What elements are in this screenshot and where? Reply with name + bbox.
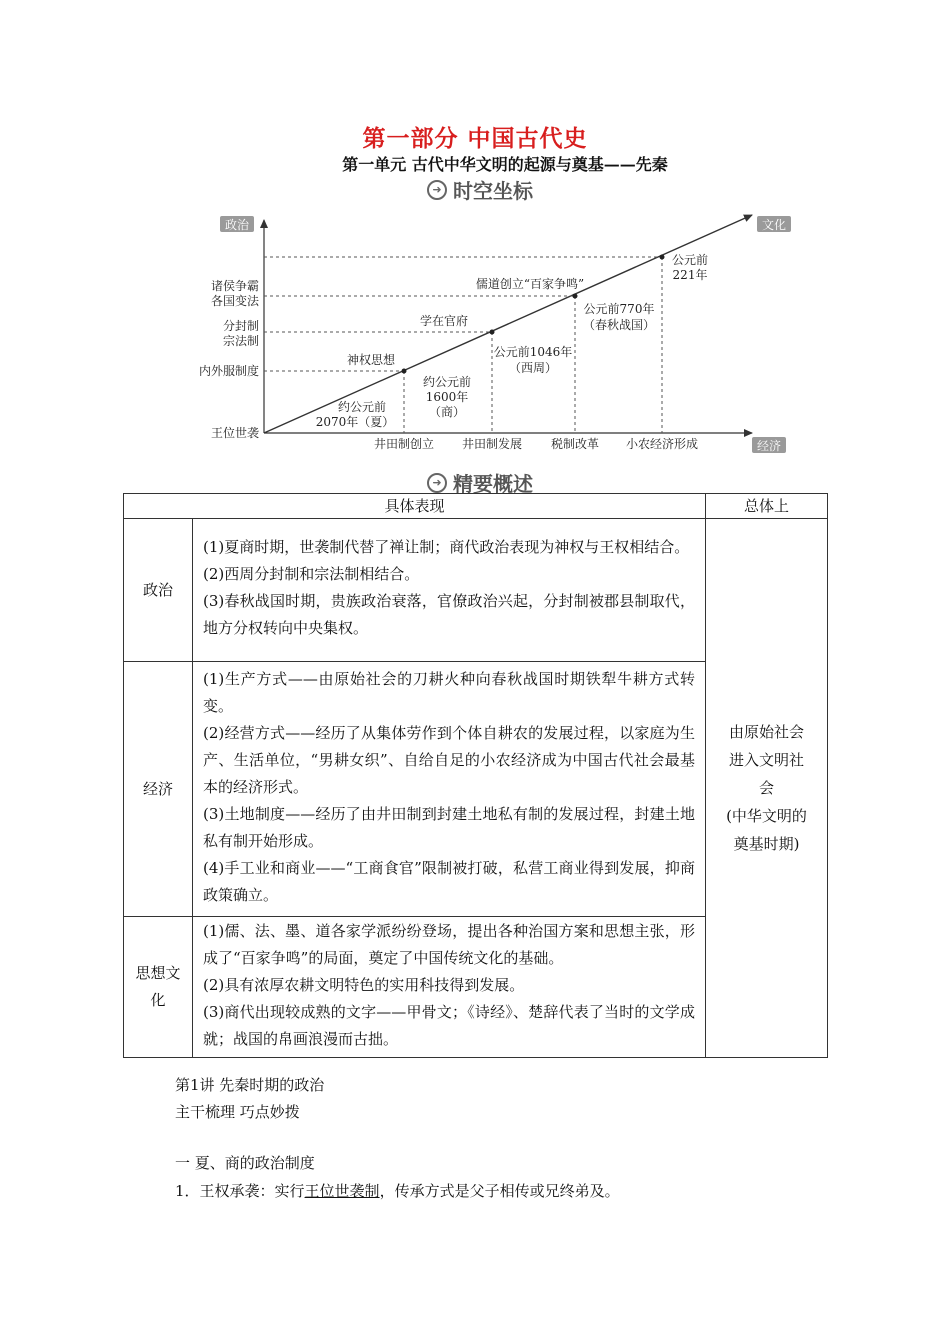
time-point: 1600年 [425,390,469,404]
overall-line: 由原始社会 [728,723,804,741]
summary-table [123,493,828,1058]
overall-line: 会 [758,779,774,797]
section-heading: 一 夏、商的政治制度 [175,1154,315,1172]
time-point: 约公元前 [422,375,472,389]
table-header-row [124,494,828,519]
list-item: (1)夏商时期，世袭制代替了禅让制；商代政治表现为神权与王权相结合。 [203,538,690,556]
time-point: 公元前770年 [583,302,655,316]
table-row [124,519,828,662]
row-items [193,519,706,662]
politics-label: 诸侯争霸 [210,279,259,293]
column-header: 总体上 [706,494,828,519]
politics-label: 内外服制度 [198,364,259,378]
culture-note: 神权思想 [346,353,396,367]
part-title: 第一部分 中国古代史 [362,125,588,152]
economy-label: 小农经济形成 [625,437,699,451]
overall-line: (中华文明的 [726,807,807,825]
time-point: 约公元前 [337,400,387,414]
list-item: (2)具有浓厚农耕文明特色的实用科技得到发展。 [203,975,525,994]
circle-arrow-icon: ➜ [427,473,447,493]
row-category: 经济 [124,662,193,917]
politics-label: 分封制 [222,319,259,333]
list-item: (3)春秋战国时期，贵族政治衰落，官僚政治兴起，分封制被郡县制取代，地方分权转向中央集权。 [203,592,695,637]
point-1 [175,1180,620,1201]
x-axis-label: 经济 [756,439,782,453]
politics-label: 各国变法 [210,294,259,308]
politics-label: 王位世袭 [210,426,259,440]
y-axis-label: 政治 [224,218,250,232]
culture-note: 儒道创立“百家争鸣” [475,277,585,291]
list-item: (1)儒、法、墨、道各家学派纷纷登场，提出各种治国方案和思想主张，形成了“百家争鸣”的局面，奠定了中国传统文化的基础。 [203,921,695,967]
economy-label: 井田制创立 [373,437,435,451]
list-item: (2)经营方式——经历了从集体劳作到个体自耕农的发展过程，以家庭为生产、生活单位，“男耕女织”、自给自足的小农经济成为中国古代社会最基本的经济形式。 [203,723,695,796]
time-point: 2070年（夏） [315,415,395,429]
time-point: （商） [428,405,466,419]
timeline-section-header [427,175,533,204]
timeline-chart [180,205,810,460]
time-point: 公元前1046年 [493,345,573,359]
time-point: 公元前 [671,253,709,267]
list-item: (3)土地制度——经历了由井田制到封建土地私有制的发展过程，封建土地私有制开始形成。 [203,804,695,850]
row-items [193,662,706,917]
row-items [193,917,706,1058]
time-point: （春秋战国） [582,318,656,332]
politics-label: 宗法制 [222,334,259,348]
culture-corner-label: 文化 [761,218,787,232]
column-header: 具体表现 [124,494,706,519]
list-item: (2)西周分封制和宗法制相结合。 [203,565,420,583]
economy-label: 税制改革 [550,437,600,451]
overall-line: 进入文明社 [728,751,804,769]
culture-note: 学在官府 [419,314,469,328]
list-item: (4)手工业和商业——“工商食官”限制被打破，私营工商业得到发展，抑商政策确立。 [203,858,695,904]
overall-cell [706,519,828,1058]
overall-line: 奠基时期) [733,835,800,853]
unit-title: 第一单元 古代中华文明的起源与奠基——先秦 [342,155,668,174]
time-point: 221年 [672,268,708,282]
point-1-prefix: 1．王权承袭：实行 [175,1182,305,1200]
summary-section-title: 精要概述 [453,472,533,496]
lesson-subtitle: 主干梳理 巧点妙拨 [175,1103,300,1121]
economy-label: 井田制发展 [461,437,523,451]
lesson-title: 第1讲 先秦时期的政治 [175,1076,325,1094]
point-1-suffix: ，传承方式是父子相传或兄终弟及。 [379,1182,620,1200]
time-point: （西周） [508,361,558,375]
row-category: 思想文化 [124,917,193,1058]
point-1-keyword: 王位世袭制 [304,1182,380,1200]
list-item: (3)商代出现较成熟的文字——甲骨文；《诗经》、楚辞代表了当时的文学成就；战国的帛画浪漫而古拙。 [203,1002,695,1048]
circle-arrow-icon: ➜ [427,180,447,200]
timeline-section-title: 时空坐标 [453,179,533,203]
list-item: (1)生产方式——由原始社会的刀耕火种向春秋战国时期铁犁牛耕方式转变。 [203,669,695,715]
row-category: 政治 [124,519,193,662]
